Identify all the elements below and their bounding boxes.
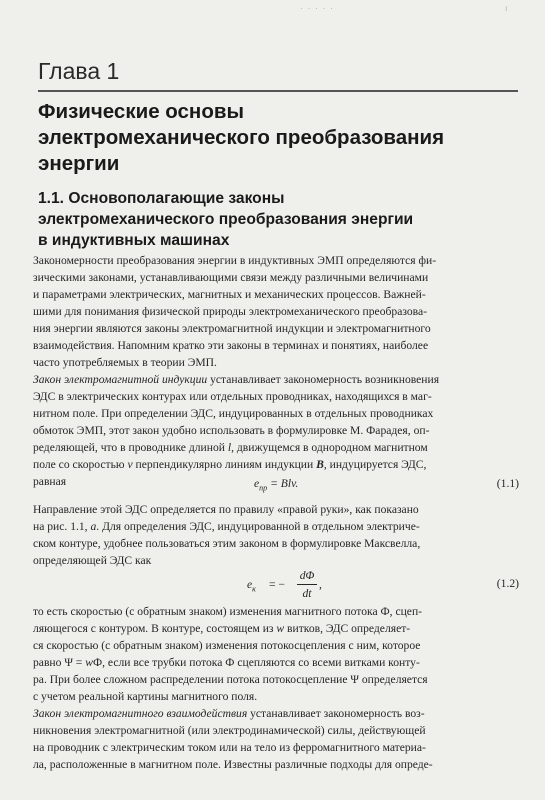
body-line: ра. При более сложном распределении потока потокосцепление Ψ определяется — [33, 673, 428, 686]
body-line: ределяющей, что в проводнике длиной l, движущемся в однородном магнитном — [33, 441, 428, 454]
body-line: ся скоростью (с обратным знаком) изменения потокосцепления с ним, которое — [33, 639, 421, 652]
body-line: определяющей ЭДС как — [33, 554, 152, 567]
fraction-denominator: dt — [302, 587, 312, 600]
body-line: Закономерности преобразования энергии в индуктивных ЭМП определяются фи- — [33, 254, 437, 267]
section-title-line: электромеханического преобразования энергии — [38, 211, 414, 228]
body-line: зическими законами, устанавливающими связи между различными величинами — [33, 271, 429, 284]
body-line: то есть скоростью (с обратным знаком) изменения магнитного потока Ф, сцеп- — [33, 605, 423, 618]
chapter-label: Глава 1 — [38, 58, 120, 84]
body-line: часто употребляемых в теории ЭМП. — [33, 356, 217, 369]
body-line: взаимодействия. Напомним кратко эти законы в терминах и понятиях, наиболее — [33, 339, 429, 352]
body-line: с учетом реальной картины магнитного поля. — [33, 690, 258, 703]
body-line: на рис. 1.1, а. Для определения ЭДС, индуцированной в отдельном электриче- — [33, 520, 420, 533]
equation-rhs-suffix: , — [319, 578, 322, 591]
body-line: равно Ψ = wФ, если все трубки потока Ф сцепляются со всеми витками конту- — [33, 656, 420, 669]
body-line: Закон электромагнитного взаимодействия устанавливает закономерность воз- — [33, 707, 425, 720]
chapter-title-line: Физические основы — [38, 100, 244, 123]
section-title-line: в индуктивных машинах — [38, 232, 230, 249]
section-title-line: 1.1. Основополагающие законы — [38, 190, 285, 207]
body-line: поле со скоростью v перпендикулярно линиям индукции B, индуцируется ЭДС, — [33, 458, 427, 471]
bleed-through-header: · · · · · ı — [300, 3, 508, 13]
equation-number: (1.1) — [496, 477, 519, 490]
fraction-numerator: dΦ — [299, 569, 315, 582]
body-line: нитном поле. При определении ЭДС, индуцированных в отдельных проводниках — [33, 407, 434, 420]
equation-subscript: пр — [259, 483, 268, 493]
body-line: ляющегося с контуром. В контуре, состоящем из w витков, ЭДС определяет- — [33, 622, 411, 635]
equation-lhs: e — [254, 477, 260, 490]
body-line: и параметрами электрических, магнитных и механических процессов. Важней- — [33, 288, 426, 301]
chapter-title — [38, 99, 518, 177]
equation-rhs-prefix: = − — [269, 578, 285, 591]
body-line: ния энергии являются законы электромагнитной индукции и электромагнитного — [33, 322, 431, 335]
section-title — [38, 188, 518, 251]
body-line: ла, расположенные в магнитном поле. Известны различные подходы для опреде- — [33, 758, 433, 771]
body-line: ЭДС в электрических контурах или отдельных проводниках, находящихся в маг- — [33, 390, 432, 403]
chapter-rule — [38, 90, 518, 92]
body-line: равная — [33, 475, 67, 488]
chapter-title-line: энергии — [38, 152, 120, 175]
body-line: на проводник с электрическим током или на тело из ферромагнитного материа- — [33, 741, 426, 754]
equation-1-1 — [254, 476, 298, 495]
body-line: обмоток ЭМП, этот закон удобно использовать в формулировке М. Фарадея, оп- — [33, 424, 430, 437]
body-line: никновения электромагнитной (или электродинамической) силы, действующей — [33, 724, 426, 737]
equation-number: (1.2) — [496, 577, 519, 590]
chapter-title-line: электромеханического преобразования — [38, 126, 445, 149]
equation-rhs: = Blv. — [270, 477, 299, 490]
equation-lhs: $e_к$ — [247, 578, 256, 594]
body-line: Направление этой ЭДС определяется по правилу «правой руки», как показано — [33, 503, 419, 516]
body-line: ском контуре, удобнее пользоваться этим законом в формулировке Максвелла, — [33, 537, 421, 550]
body-line: Закон электромагнитной индукции устанавливает закономерность возникновения — [33, 373, 440, 386]
body-line: шими для понимания физической природы электромеханического преобразова- — [33, 305, 427, 318]
fraction-bar — [297, 584, 317, 585]
